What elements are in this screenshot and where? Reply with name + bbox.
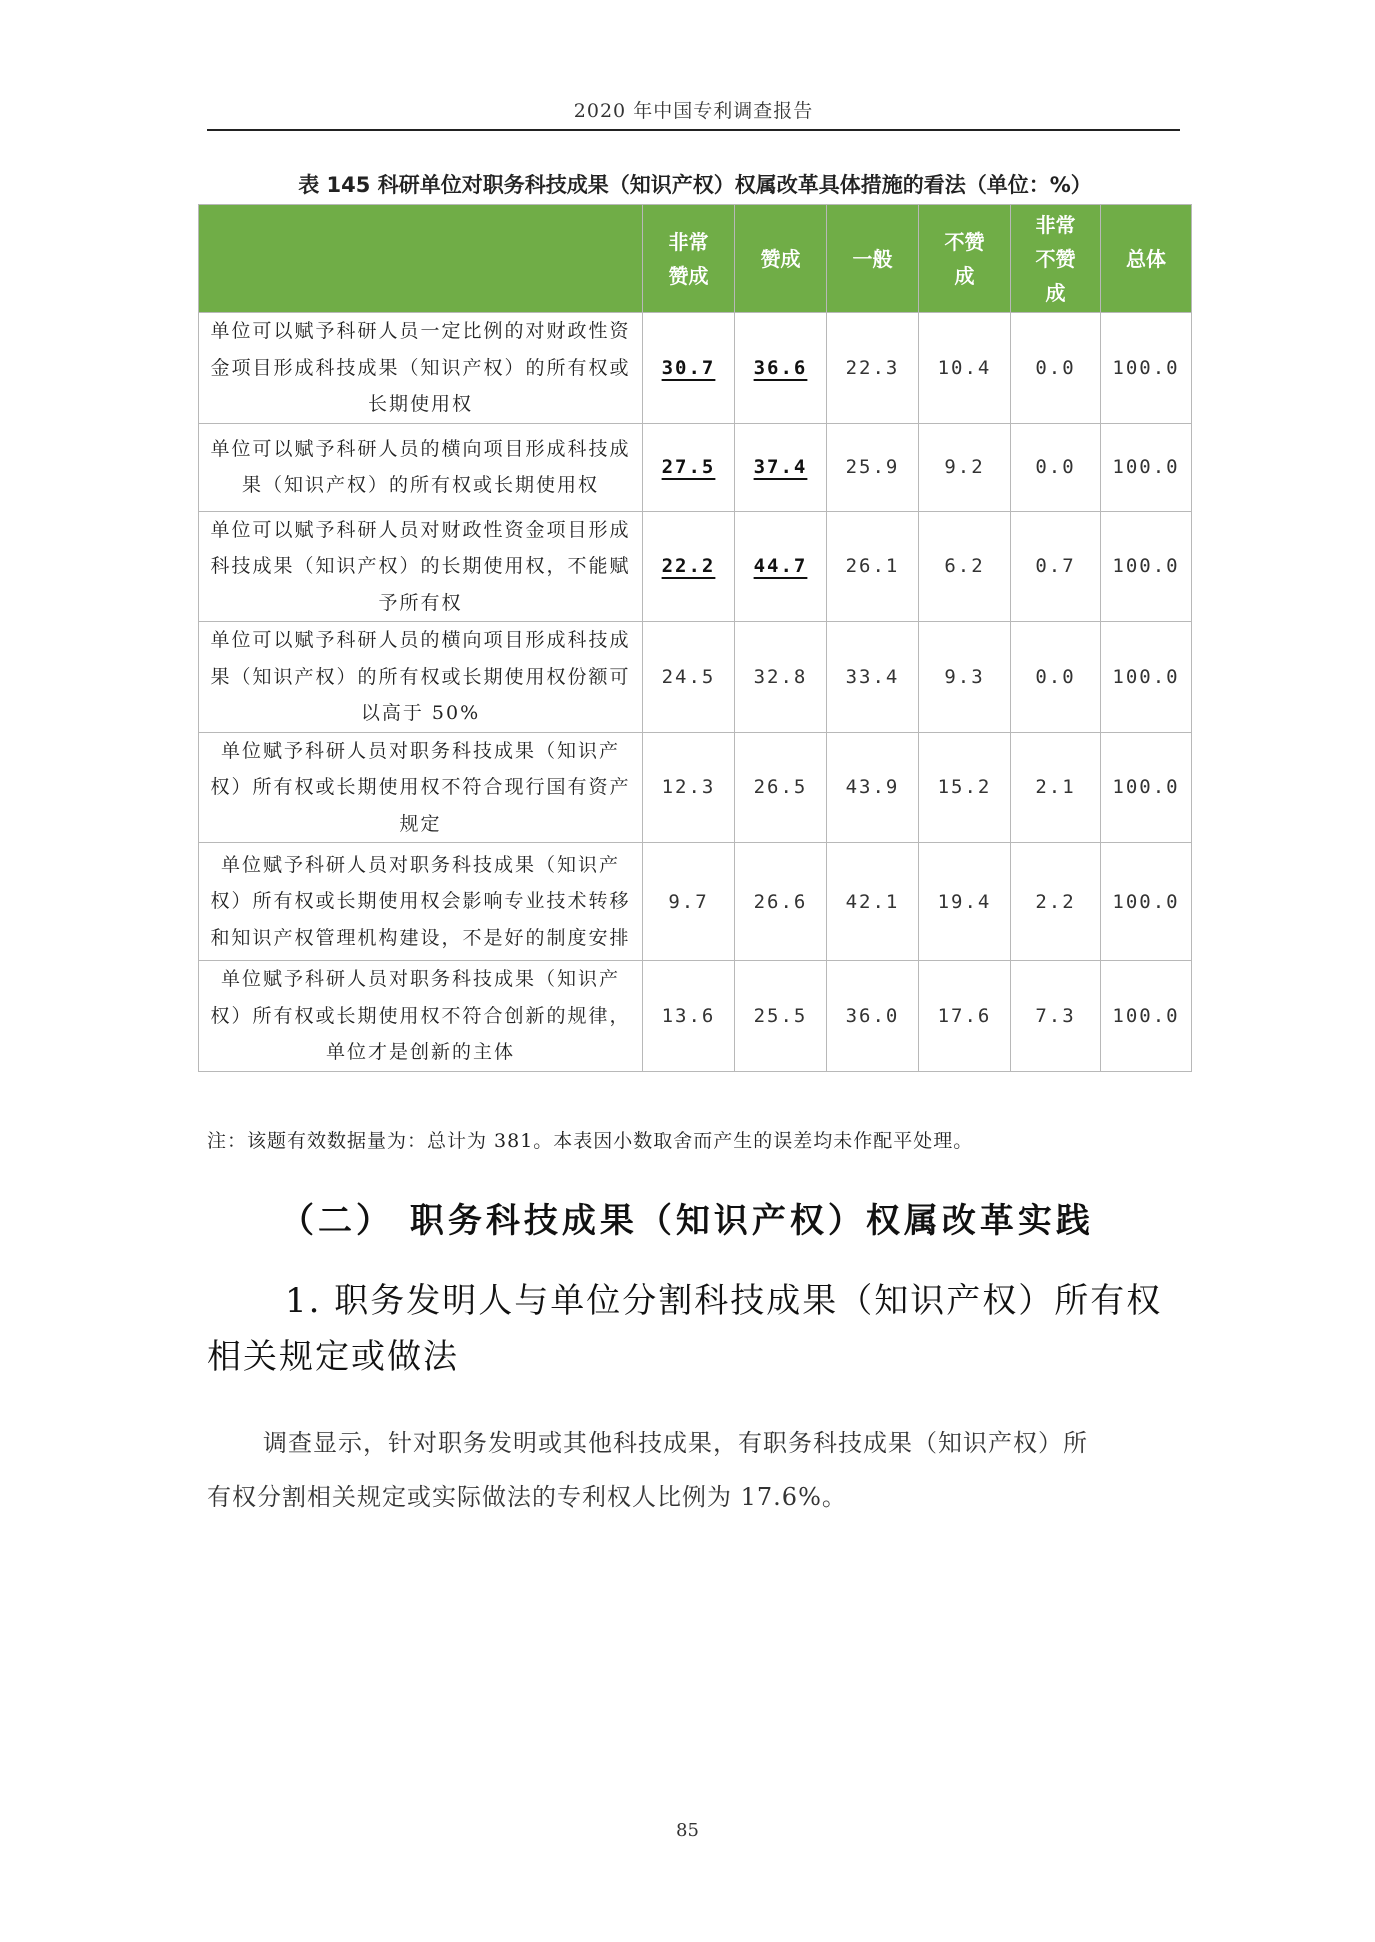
cell-neutral: 33.4 (827, 622, 919, 733)
cell-agree: 26.5 (735, 732, 827, 843)
cell-disagree: 15.2 (919, 732, 1011, 843)
row-label: 单位赋予科研人员对职务科技成果（知识产权）所有权或长期使用权会影响专业技术转移和知识产权管理机构建设，不是好的制度安排 (199, 843, 643, 961)
header-cell-strongly-disagree: 非常不赞成 (1011, 205, 1101, 313)
cell-total: 100.0 (1101, 511, 1192, 622)
cell-total: 100.0 (1101, 961, 1192, 1072)
cell-neutral: 42.1 (827, 843, 919, 961)
header-cell-item (199, 205, 643, 313)
header-rule (207, 129, 1180, 131)
cell-strongly-agree: 13.6 (643, 961, 735, 1072)
table-caption: 表 145 科研单位对职务科技成果（知识产权）权属改革具体措施的看法（单位：%） (298, 173, 1092, 197)
table-row (199, 622, 1192, 733)
sub-heading-line-2: 相关规定或做法 (207, 1337, 459, 1377)
cell-total: 100.0 (1101, 313, 1192, 424)
cell-neutral: 22.3 (827, 313, 919, 424)
table-note: 注：该题有效数据量为：总计为 381。本表因小数取舍而产生的误差均未作配平处理。 (207, 1130, 974, 1152)
cell-disagree: 6.2 (919, 511, 1011, 622)
table-header-row (199, 205, 1192, 313)
header-cell-agree: 赞成 (735, 205, 827, 313)
cell-strongly-disagree: 2.1 (1011, 732, 1101, 843)
cell-neutral: 36.0 (827, 961, 919, 1072)
body-paragraph (207, 1416, 1182, 1524)
row-label: 单位可以赋予科研人员对财政性资金项目形成科技成果（知识产权）的长期使用权，不能赋予所有权 (199, 511, 643, 622)
running-header: 2020 年中国专利调查报告 (573, 100, 814, 122)
table-row (199, 843, 1192, 961)
cell-disagree: 10.4 (919, 313, 1011, 424)
cell-neutral: 25.9 (827, 423, 919, 511)
cell-total: 100.0 (1101, 622, 1192, 733)
cell-strongly-agree: 22.2 (643, 511, 735, 622)
cell-agree: 36.6 (735, 313, 827, 424)
row-label: 单位可以赋予科研人员的横向项目形成科技成果（知识产权）的所有权或长期使用权份额可以高于 50% (199, 622, 643, 733)
cell-total: 100.0 (1101, 732, 1192, 843)
row-label: 单位可以赋予科研人员的横向项目形成科技成果（知识产权）的所有权或长期使用权 (199, 423, 643, 511)
row-label: 单位赋予科研人员对职务科技成果（知识产权）所有权或长期使用权不符合现行国有资产规定 (199, 732, 643, 843)
cell-disagree: 9.3 (919, 622, 1011, 733)
cell-disagree: 19.4 (919, 843, 1011, 961)
sub-heading (207, 1273, 1182, 1385)
row-label: 单位可以赋予科研人员一定比例的对财政性资金项目形成科技成果（知识产权）的所有权或长期使用权 (199, 313, 643, 424)
cell-total: 100.0 (1101, 423, 1192, 511)
table-row (199, 313, 1192, 424)
header-cell-strongly-agree: 非常赞成 (643, 205, 735, 313)
cell-agree: 25.5 (735, 961, 827, 1072)
header-cell-disagree: 不赞成 (919, 205, 1011, 313)
cell-neutral: 43.9 (827, 732, 919, 843)
cell-strongly-disagree: 0.0 (1011, 622, 1101, 733)
header-cell-total: 总体 (1101, 205, 1192, 313)
row-label: 单位赋予科研人员对职务科技成果（知识产权）所有权或长期使用权不符合创新的规律，单位才是创新的主体 (199, 961, 643, 1072)
cell-agree: 32.8 (735, 622, 827, 733)
cell-strongly-disagree: 7.3 (1011, 961, 1101, 1072)
cell-strongly-disagree: 0.0 (1011, 313, 1101, 424)
cell-neutral: 26.1 (827, 511, 919, 622)
cell-agree: 44.7 (735, 511, 827, 622)
section-heading: （二） 职务科技成果（知识产权）权属改革实践 (280, 1201, 1094, 1241)
cell-strongly-agree: 24.5 (643, 622, 735, 733)
survey-table (198, 204, 1192, 1072)
table-row (199, 732, 1192, 843)
cell-total: 100.0 (1101, 843, 1192, 961)
table-row (199, 961, 1192, 1072)
cell-agree: 26.6 (735, 843, 827, 961)
body-line-2: 有权分割相关规定或实际做法的专利权人比例为 17.6%。 (207, 1483, 847, 1511)
header-cell-neutral: 一般 (827, 205, 919, 313)
cell-agree: 37.4 (735, 423, 827, 511)
table-row (199, 423, 1192, 511)
table-row (199, 511, 1192, 622)
cell-strongly-agree: 12.3 (643, 732, 735, 843)
body-line-1: 调查显示，针对职务发明或其他科技成果，有职务科技成果（知识产权）所 (263, 1429, 1088, 1457)
cell-strongly-disagree: 0.7 (1011, 511, 1101, 622)
cell-strongly-agree: 27.5 (643, 423, 735, 511)
cell-strongly-agree: 9.7 (643, 843, 735, 961)
cell-disagree: 17.6 (919, 961, 1011, 1072)
cell-strongly-disagree: 0.0 (1011, 423, 1101, 511)
cell-strongly-agree: 30.7 (643, 313, 735, 424)
page-number: 85 (676, 1820, 699, 1841)
cell-strongly-disagree: 2.2 (1011, 843, 1101, 961)
cell-disagree: 9.2 (919, 423, 1011, 511)
sub-heading-line-1: 1. 职务发明人与单位分割科技成果（知识产权）所有权 (285, 1281, 1163, 1321)
